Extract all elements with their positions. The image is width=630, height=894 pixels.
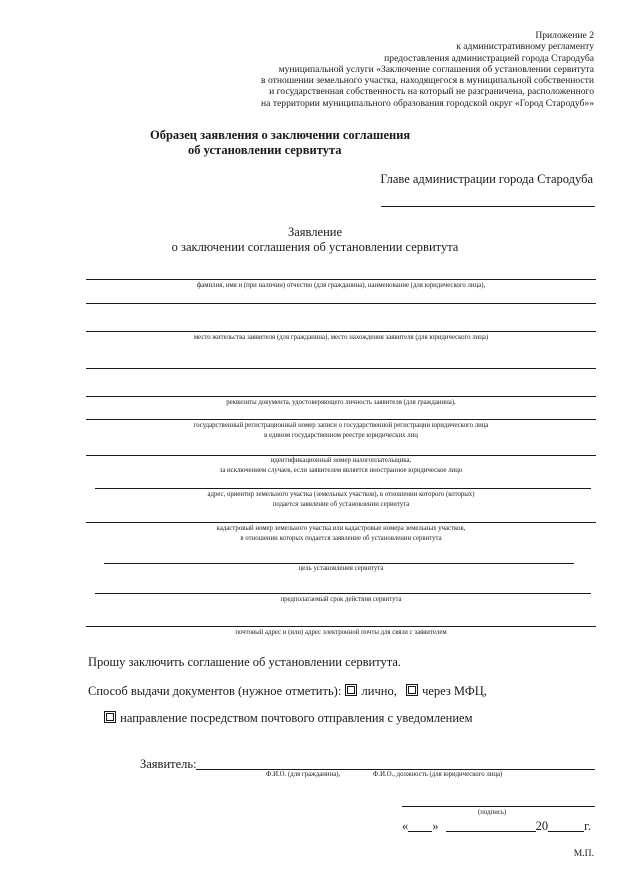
caption-land-address: адрес, ориентир земельного участка (земельных участков), в отношении которого (которых) подается заявление об установлении сервитута [207, 491, 475, 508]
header-line: муниципальной услуги «Заключение соглашения об установлении сервитута [278, 63, 594, 75]
cadastral-number-field[interactable] [86, 522, 596, 523]
caption-registration: государственный регистрационный номер записи о государственной регистрации юридического лица в едином государственном реестре юридических лиц [193, 422, 489, 439]
appendix-header [194, 30, 594, 109]
caption-applicant-name: фамилия, имя и (при наличии) отчество (для гражданина), наименование (для юридического лица), [196, 282, 486, 289]
contact-field[interactable] [86, 626, 596, 627]
id-document-field[interactable] [86, 396, 596, 397]
caption-signature: (подпись) [478, 809, 507, 816]
registration-field[interactable] [86, 419, 596, 420]
year-field[interactable] [548, 819, 584, 832]
option-mail-label: направление посредством почтового отправления с уведомлением [120, 711, 473, 725]
caption-contact: почтовый адрес и (или) адрес электронной почты для связи с заявителем [235, 629, 447, 636]
addressee: Главе администрации города Стародуба [380, 172, 593, 186]
signature-line[interactable] [402, 806, 595, 807]
caption-term: предполагаемый срок действия сервитута [280, 596, 402, 603]
checkbox-personal[interactable] [345, 684, 357, 696]
request-text: Прошу заключить соглашение об установлении сервитута. [88, 655, 402, 669]
header-line: и государственная собственность на который не разграничена, расположенного [269, 86, 594, 98]
delivery-options [88, 684, 487, 699]
sample-title [150, 128, 530, 158]
document-heading [0, 225, 630, 255]
date-field [402, 819, 591, 834]
delivery-mail-option [103, 711, 473, 726]
caption-citizen-name: Ф.И.О. (для гражданина), [266, 771, 341, 778]
header-line: в отношении земельного участка, находящегося в муниципальной собственности [261, 75, 594, 87]
date-year-suffix: г. [584, 819, 591, 833]
option-personal-label: лично, [361, 684, 397, 698]
header-line: к административному регламенту [456, 41, 594, 53]
caption-id-document: реквизиты документа, удостоверяющего личность заявителя (для гражданина), [226, 399, 456, 406]
caption-residence: место жительства заявителя (для гражданина), место нахождения заявителя (для юридического лица) [193, 334, 489, 341]
applicant-name-field[interactable] [86, 279, 596, 280]
residence-field[interactable] [86, 331, 596, 332]
caption-purpose: цель установления сервитута [298, 565, 384, 572]
applicant-name-field-2[interactable] [86, 303, 596, 304]
document-title: Заявление [287, 225, 342, 239]
header-line: на территории муниципального образования городской округ «Город Стародуб»» [261, 97, 594, 109]
sample-title-line2: об установлении сервитута [188, 143, 342, 157]
stamp-place: М.П. [573, 848, 594, 859]
delivery-label: Способ выдачи документов (нужное отметить): [88, 684, 342, 698]
addressee-name-line[interactable] [381, 206, 595, 207]
checkbox-mfc[interactable] [406, 684, 418, 696]
residence-field-2[interactable] [86, 368, 596, 369]
applicant-signature-label: Заявитель: [140, 757, 197, 771]
term-field[interactable] [95, 593, 591, 594]
date-close-quote: » [432, 819, 439, 833]
caption-legal-name: Ф.И.О., должность (для юридического лица) [373, 771, 503, 778]
month-field[interactable] [446, 819, 536, 832]
land-address-field[interactable] [95, 488, 591, 489]
caption-tax-number: идентификационный номер налогоплательщика, за исключением случаев, если заявителем является иностранное юридическое лицо [219, 457, 463, 474]
caption-cadastral-number: кадастровый номер земельного участка или кадастровые номера земельных участков, в отношении которых подается заявление об установлении сервитута [216, 525, 466, 542]
document-subtitle: о заключении соглашения об установлении сервитута [171, 240, 459, 254]
applicant-signature-field[interactable] [196, 769, 595, 770]
date-century: 20 [535, 819, 549, 833]
checkbox-mail[interactable] [104, 711, 116, 723]
day-field[interactable] [408, 819, 432, 832]
header-line: Приложение 2 [535, 30, 594, 41]
date-open-quote: « [402, 819, 409, 833]
sample-title-line1: Образец заявления о заключении соглашения [150, 128, 411, 142]
header-line: предоставления администрацией города Стародуба [384, 52, 594, 64]
option-mfc-label: через МФЦ, [422, 684, 487, 698]
